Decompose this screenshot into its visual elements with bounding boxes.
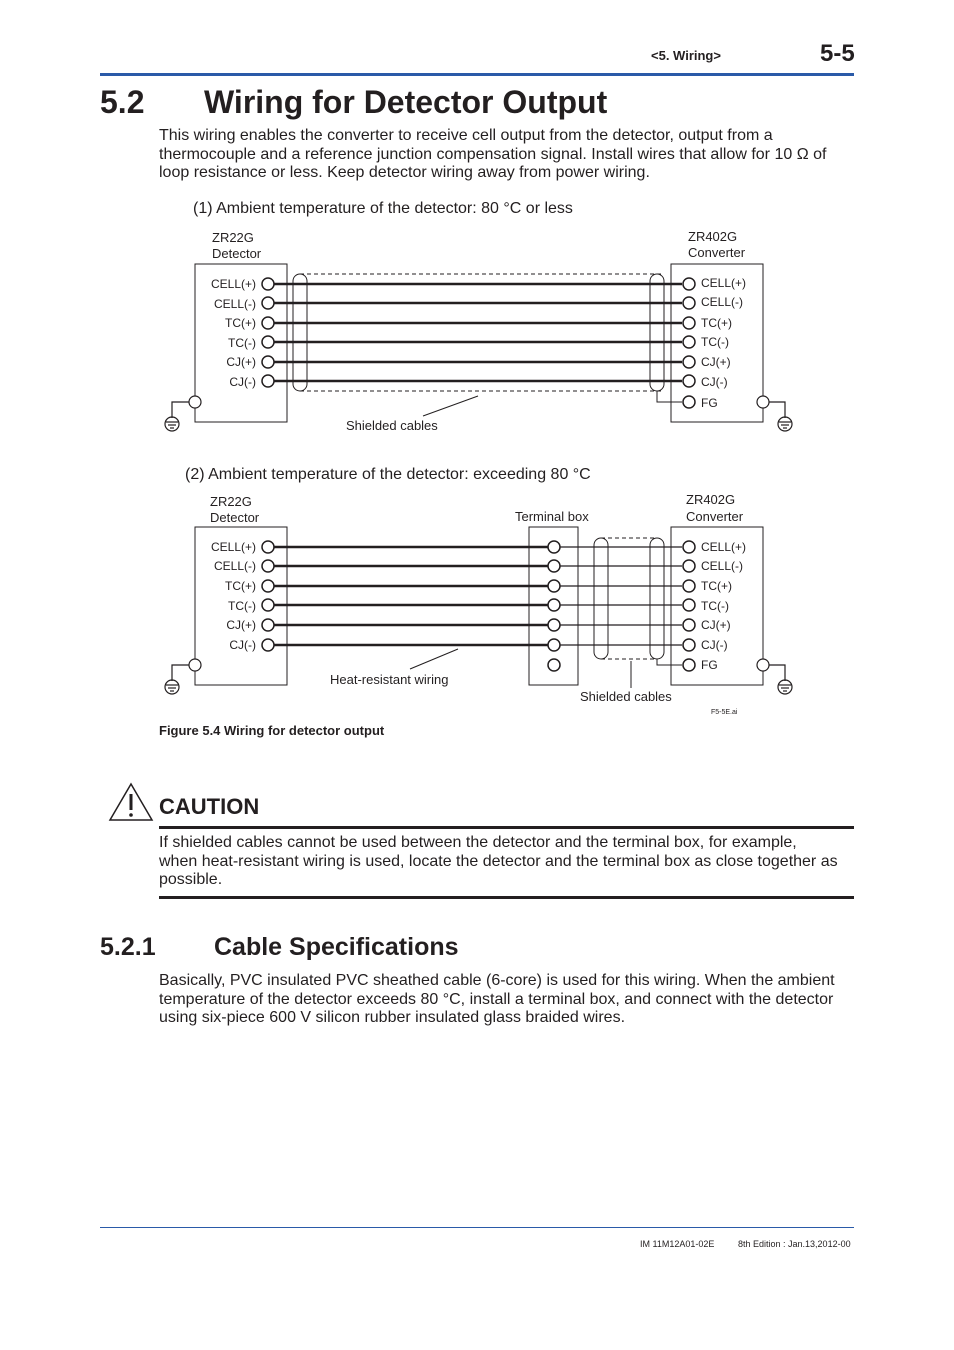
detector-label: Detector	[210, 510, 260, 525]
detector-terminal-labels-2	[211, 540, 256, 652]
svg-text:TC(+): TC(+)	[701, 316, 732, 330]
diagram1-condition: (1) Ambient temperature of the detector: 80 °C or less	[193, 200, 573, 217]
svg-text:CELL(-): CELL(-)	[701, 559, 744, 573]
footer-rule	[100, 1227, 854, 1228]
svg-text:CJ(+): CJ(+)	[226, 618, 256, 632]
file-tag: F5-5E.ai	[711, 709, 738, 716]
converter-model: ZR402G	[688, 229, 738, 244]
svg-text:TC(-): TC(-)	[228, 336, 256, 350]
page-number: 5-5	[820, 40, 855, 67]
heat-resistant-label: Heat-resistant wiring	[330, 672, 449, 687]
diagram2-labels	[210, 492, 744, 525]
cable-label-2: Shielded cables	[580, 689, 672, 704]
converter-label: Converter	[688, 245, 746, 260]
converter-ground-2	[757, 659, 792, 694]
detector-model: ZR22G	[212, 230, 254, 245]
svg-text:TC(-): TC(-)	[228, 599, 256, 613]
svg-text:CJ(+): CJ(+)	[701, 355, 731, 369]
heat-resistant-wires	[274, 547, 548, 645]
running-header-section: <5. Wiring>	[651, 48, 721, 63]
svg-text:CJ(-): CJ(-)	[229, 375, 256, 389]
svg-text:CELL(+): CELL(+)	[210, 540, 256, 554]
svg-text:TC(-): TC(-)	[701, 599, 729, 613]
svg-text:CELL(+): CELL(+)	[701, 276, 747, 290]
shield-right-end	[650, 538, 664, 659]
edition: 8th Edition : Jan.13,2012-00	[738, 1239, 851, 1249]
detector-model: ZR22G	[210, 494, 252, 509]
intro-line: thermocouple and a reference junction compensation signal. Install wires that allow for 10 Ω of	[159, 145, 827, 163]
detector-ground-2	[165, 659, 201, 694]
shield-drain-wire	[657, 659, 682, 665]
figure-caption: Figure 5.4 Wiring for detector output	[159, 723, 385, 738]
svg-text:CELL(-): CELL(-)	[213, 297, 256, 311]
subsection-title: Cable Specifications	[214, 933, 459, 961]
section-number: 5.2	[100, 84, 145, 120]
section-title: Wiring for Detector Output	[204, 84, 608, 120]
svg-text:CELL(+): CELL(+)	[701, 540, 747, 554]
caution-bottom-rule	[159, 896, 854, 899]
svg-text:TC(+): TC(+)	[701, 579, 732, 593]
intro-line: loop resistance or less. Keep detector wiring away from power wiring.	[159, 164, 650, 181]
intro-line: This wiring enables the converter to receive cell output from the detector, output from a	[159, 127, 773, 144]
svg-text:CELL(-): CELL(-)	[701, 295, 744, 309]
svg-text:CJ(-): CJ(-)	[701, 375, 728, 389]
doc-id: IM 11M12A01-02E	[640, 1239, 715, 1249]
caution-text: If shielded cables cannot be used between the detector and the terminal box, for example, when heat-resistant wiring is used, locate the detector and the terminal box as close together as possible.	[159, 834, 838, 888]
cable-spec-paragraph: Basically, PVC insulated PVC sheathed cable (6-core) is used for this wiring. When the ambient temperature of the detector exceeds 80 °C, install a terminal box, and connect with the detector using six-piece 600 V silicon rubber insulated glass braided wires.	[159, 972, 835, 1026]
svg-text:TC(+): TC(+)	[225, 579, 256, 593]
svg-text:CJ(-): CJ(-)	[229, 638, 256, 652]
terminal-box-label: Terminal box	[515, 509, 589, 524]
converter-model: ZR402G	[686, 492, 736, 507]
converter-label: Converter	[686, 509, 744, 524]
svg-text:CELL(-): CELL(-)	[213, 559, 256, 573]
svg-text:FG: FG	[701, 658, 718, 672]
shield-left-end	[594, 538, 608, 659]
svg-text:TC(+): TC(+)	[225, 316, 256, 330]
svg-text:FG: FG	[701, 396, 718, 410]
subsection-number: 5.2.1	[100, 933, 156, 961]
wiring-leader-line	[410, 649, 458, 669]
detector-label: Detector	[212, 246, 262, 261]
detector-terminals-2	[262, 541, 274, 651]
svg-text:CJ(-): CJ(-)	[701, 638, 728, 652]
converter-terminal-labels-2	[701, 540, 746, 672]
diagram2-condition: (2) Ambient temperature of the detector: exceeding 80 °C	[185, 466, 591, 483]
svg-text:CJ(+): CJ(+)	[701, 618, 731, 632]
cable-label-1: Shielded cables	[346, 418, 438, 433]
terminal-box-terminals	[548, 541, 560, 671]
caution-title: CAUTION	[159, 794, 260, 819]
svg-text:TC(-): TC(-)	[701, 335, 729, 349]
caution-top-rule	[159, 826, 854, 829]
svg-text:CELL(+): CELL(+)	[210, 277, 256, 291]
svg-text:CJ(+): CJ(+)	[226, 355, 256, 369]
converter-terminals-2	[683, 541, 695, 671]
warning-triangle-icon	[108, 782, 154, 822]
